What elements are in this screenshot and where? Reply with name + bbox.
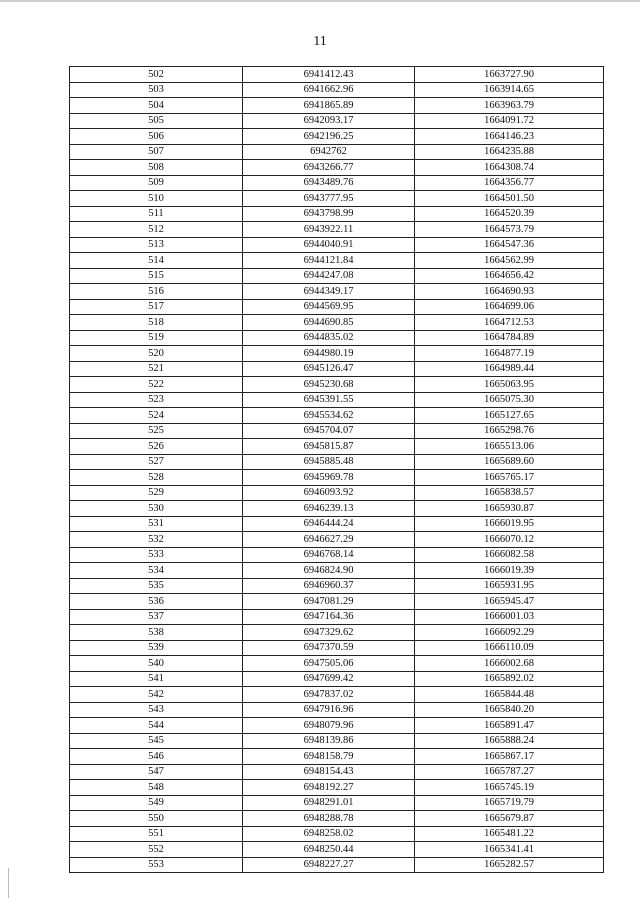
point-number-cell: 510 [70, 191, 243, 207]
x-coordinate-cell: 6941865.89 [243, 98, 415, 114]
table-row [70, 423, 604, 439]
y-coordinate-cell: 1665838.57 [415, 485, 604, 501]
top-edge-rule [0, 0, 640, 2]
x-coordinate-cell: 6943489.76 [243, 175, 415, 191]
table-row [70, 67, 604, 83]
table-row [70, 206, 604, 222]
x-coordinate-cell: 6945534.62 [243, 408, 415, 424]
x-coordinate-cell: 6947164.36 [243, 609, 415, 625]
table-row [70, 764, 604, 780]
x-coordinate-cell: 6947329.62 [243, 625, 415, 641]
table-row [70, 857, 604, 873]
table-row [70, 811, 604, 827]
x-coordinate-cell: 6945885.48 [243, 454, 415, 470]
x-coordinate-cell: 6946824.90 [243, 563, 415, 579]
table-row [70, 795, 604, 811]
x-coordinate-cell: 6948291.01 [243, 795, 415, 811]
table-row [70, 687, 604, 703]
point-number-cell: 504 [70, 98, 243, 114]
point-number-cell: 502 [70, 67, 243, 83]
table-row [70, 129, 604, 145]
x-coordinate-cell: 6943922.11 [243, 222, 415, 238]
point-number-cell: 538 [70, 625, 243, 641]
y-coordinate-cell: 1664520.39 [415, 206, 604, 222]
y-coordinate-cell: 1664989.44 [415, 361, 604, 377]
point-number-cell: 512 [70, 222, 243, 238]
point-number-cell: 540 [70, 656, 243, 672]
y-coordinate-cell: 1665679.87 [415, 811, 604, 827]
y-coordinate-cell: 1664712.53 [415, 315, 604, 331]
x-coordinate-cell: 6945126.47 [243, 361, 415, 377]
table-row [70, 826, 604, 842]
y-coordinate-cell: 1664146.23 [415, 129, 604, 145]
table-row [70, 702, 604, 718]
y-coordinate-cell: 1665892.02 [415, 671, 604, 687]
y-coordinate-cell: 1665075.30 [415, 392, 604, 408]
y-coordinate-cell: 1665931.95 [415, 578, 604, 594]
table-row [70, 594, 604, 610]
coordinates-table-body [70, 67, 604, 873]
x-coordinate-cell: 6944121.84 [243, 253, 415, 269]
point-number-cell: 520 [70, 346, 243, 362]
x-coordinate-cell: 6944040.91 [243, 237, 415, 253]
coordinates-table [69, 66, 604, 873]
x-coordinate-cell: 6944247.08 [243, 268, 415, 284]
point-number-cell: 513 [70, 237, 243, 253]
point-number-cell: 522 [70, 377, 243, 393]
y-coordinate-cell: 1665127.65 [415, 408, 604, 424]
point-number-cell: 533 [70, 547, 243, 563]
y-coordinate-cell: 1665513.06 [415, 439, 604, 455]
y-coordinate-cell: 1666070.12 [415, 532, 604, 548]
y-coordinate-cell: 1665840.20 [415, 702, 604, 718]
table-row [70, 284, 604, 300]
point-number-cell: 528 [70, 470, 243, 486]
table-row [70, 842, 604, 858]
y-coordinate-cell: 1664235.88 [415, 144, 604, 160]
x-coordinate-cell: 6943266.77 [243, 160, 415, 176]
point-number-cell: 518 [70, 315, 243, 331]
y-coordinate-cell: 1664091.72 [415, 113, 604, 129]
x-coordinate-cell: 6947505.06 [243, 656, 415, 672]
table-row [70, 578, 604, 594]
y-coordinate-cell: 1665298.76 [415, 423, 604, 439]
x-coordinate-cell: 6941662.96 [243, 82, 415, 98]
table-row [70, 144, 604, 160]
table-row [70, 330, 604, 346]
x-coordinate-cell: 6946768.14 [243, 547, 415, 563]
table-row [70, 749, 604, 765]
point-number-cell: 517 [70, 299, 243, 315]
x-coordinate-cell: 6945391.55 [243, 392, 415, 408]
x-coordinate-cell: 6943798.99 [243, 206, 415, 222]
point-number-cell: 525 [70, 423, 243, 439]
table-row [70, 346, 604, 362]
x-coordinate-cell: 6947837.02 [243, 687, 415, 703]
table-row [70, 532, 604, 548]
table-row [70, 113, 604, 129]
table-row [70, 98, 604, 114]
x-coordinate-cell: 6944349.17 [243, 284, 415, 300]
table-row [70, 160, 604, 176]
point-number-cell: 527 [70, 454, 243, 470]
x-coordinate-cell: 6947081.29 [243, 594, 415, 610]
point-number-cell: 537 [70, 609, 243, 625]
x-coordinate-cell: 6945704.07 [243, 423, 415, 439]
x-coordinate-cell: 6946960.37 [243, 578, 415, 594]
table-row [70, 547, 604, 563]
x-coordinate-cell: 6946239.13 [243, 501, 415, 517]
y-coordinate-cell: 1666001.03 [415, 609, 604, 625]
x-coordinate-cell: 6942762 [243, 144, 415, 160]
x-coordinate-cell: 6947916.96 [243, 702, 415, 718]
table-row [70, 408, 604, 424]
x-coordinate-cell: 6944835.02 [243, 330, 415, 346]
y-coordinate-cell: 1664308.74 [415, 160, 604, 176]
table-row [70, 454, 604, 470]
point-number-cell: 526 [70, 439, 243, 455]
point-number-cell: 543 [70, 702, 243, 718]
table-row [70, 299, 604, 315]
point-number-cell: 519 [70, 330, 243, 346]
y-coordinate-cell: 1664356.77 [415, 175, 604, 191]
y-coordinate-cell: 1666082.58 [415, 547, 604, 563]
x-coordinate-cell: 6947699.42 [243, 671, 415, 687]
y-coordinate-cell: 1663914.65 [415, 82, 604, 98]
y-coordinate-cell: 1665745.19 [415, 780, 604, 796]
x-coordinate-cell: 6948250.44 [243, 842, 415, 858]
table-row [70, 191, 604, 207]
y-coordinate-cell: 1666019.39 [415, 563, 604, 579]
y-coordinate-cell: 1666002.68 [415, 656, 604, 672]
point-number-cell: 536 [70, 594, 243, 610]
point-number-cell: 544 [70, 718, 243, 734]
y-coordinate-cell: 1665867.17 [415, 749, 604, 765]
x-coordinate-cell: 6942196.25 [243, 129, 415, 145]
y-coordinate-cell: 1664690.93 [415, 284, 604, 300]
x-coordinate-cell: 6945969.78 [243, 470, 415, 486]
x-coordinate-cell: 6948227.27 [243, 857, 415, 873]
table-row [70, 625, 604, 641]
table-row [70, 392, 604, 408]
point-number-cell: 506 [70, 129, 243, 145]
x-coordinate-cell: 6944690.85 [243, 315, 415, 331]
table-row [70, 82, 604, 98]
point-number-cell: 530 [70, 501, 243, 517]
point-number-cell: 550 [70, 811, 243, 827]
x-coordinate-cell: 6943777.95 [243, 191, 415, 207]
x-coordinate-cell: 6948154.43 [243, 764, 415, 780]
point-number-cell: 534 [70, 563, 243, 579]
table-row [70, 253, 604, 269]
point-number-cell: 507 [70, 144, 243, 160]
x-coordinate-cell: 6948158.79 [243, 749, 415, 765]
y-coordinate-cell: 1664562.99 [415, 253, 604, 269]
x-coordinate-cell: 6946444.24 [243, 516, 415, 532]
y-coordinate-cell: 1665765.17 [415, 470, 604, 486]
point-number-cell: 529 [70, 485, 243, 501]
point-number-cell: 548 [70, 780, 243, 796]
y-coordinate-cell: 1664501.50 [415, 191, 604, 207]
y-coordinate-cell: 1665891.47 [415, 718, 604, 734]
table-row [70, 222, 604, 238]
x-coordinate-cell: 6941412.43 [243, 67, 415, 83]
y-coordinate-cell: 1665787.27 [415, 764, 604, 780]
page-number: 11 [313, 34, 327, 49]
table-row [70, 718, 604, 734]
scan-margin-mark [8, 868, 9, 898]
point-number-cell: 541 [70, 671, 243, 687]
point-number-cell: 551 [70, 826, 243, 842]
y-coordinate-cell: 1665930.87 [415, 501, 604, 517]
point-number-cell: 553 [70, 857, 243, 873]
table-row [70, 175, 604, 191]
x-coordinate-cell: 6948139.86 [243, 733, 415, 749]
y-coordinate-cell: 1664784.89 [415, 330, 604, 346]
y-coordinate-cell: 1665719.79 [415, 795, 604, 811]
table-row [70, 361, 604, 377]
y-coordinate-cell: 1664547.36 [415, 237, 604, 253]
x-coordinate-cell: 6944569.95 [243, 299, 415, 315]
point-number-cell: 546 [70, 749, 243, 765]
x-coordinate-cell: 6947370.59 [243, 640, 415, 656]
table-row [70, 516, 604, 532]
table-row [70, 733, 604, 749]
x-coordinate-cell: 6945815.87 [243, 439, 415, 455]
y-coordinate-cell: 1666019.95 [415, 516, 604, 532]
table-row [70, 237, 604, 253]
y-coordinate-cell: 1664656.42 [415, 268, 604, 284]
point-number-cell: 515 [70, 268, 243, 284]
y-coordinate-cell: 1665481.22 [415, 826, 604, 842]
y-coordinate-cell: 1665063.95 [415, 377, 604, 393]
point-number-cell: 539 [70, 640, 243, 656]
x-coordinate-cell: 6946093.92 [243, 485, 415, 501]
y-coordinate-cell: 1665844.48 [415, 687, 604, 703]
y-coordinate-cell: 1665282.57 [415, 857, 604, 873]
y-coordinate-cell: 1666092.29 [415, 625, 604, 641]
point-number-cell: 532 [70, 532, 243, 548]
point-number-cell: 509 [70, 175, 243, 191]
table-row [70, 377, 604, 393]
table-row [70, 470, 604, 486]
point-number-cell: 523 [70, 392, 243, 408]
x-coordinate-cell: 6946627.29 [243, 532, 415, 548]
table-row [70, 656, 604, 672]
point-number-cell: 535 [70, 578, 243, 594]
table-row [70, 563, 604, 579]
y-coordinate-cell: 1665945.47 [415, 594, 604, 610]
point-number-cell: 508 [70, 160, 243, 176]
point-number-cell: 524 [70, 408, 243, 424]
y-coordinate-cell: 1665689.60 [415, 454, 604, 470]
point-number-cell: 511 [70, 206, 243, 222]
x-coordinate-cell: 6948288.78 [243, 811, 415, 827]
point-number-cell: 531 [70, 516, 243, 532]
table-row [70, 439, 604, 455]
y-coordinate-cell: 1664877.19 [415, 346, 604, 362]
point-number-cell: 545 [70, 733, 243, 749]
x-coordinate-cell: 6948258.02 [243, 826, 415, 842]
x-coordinate-cell: 6944980.19 [243, 346, 415, 362]
y-coordinate-cell: 1665888.24 [415, 733, 604, 749]
point-number-cell: 505 [70, 113, 243, 129]
y-coordinate-cell: 1665341.41 [415, 842, 604, 858]
table-row [70, 315, 604, 331]
table-row [70, 780, 604, 796]
point-number-cell: 549 [70, 795, 243, 811]
point-number-cell: 514 [70, 253, 243, 269]
table-row [70, 640, 604, 656]
x-coordinate-cell: 6945230.68 [243, 377, 415, 393]
point-number-cell: 547 [70, 764, 243, 780]
y-coordinate-cell: 1664573.79 [415, 222, 604, 238]
point-number-cell: 552 [70, 842, 243, 858]
table-row [70, 268, 604, 284]
x-coordinate-cell: 6948079.96 [243, 718, 415, 734]
y-coordinate-cell: 1666110.09 [415, 640, 604, 656]
point-number-cell: 542 [70, 687, 243, 703]
y-coordinate-cell: 1664699.06 [415, 299, 604, 315]
table-row [70, 485, 604, 501]
point-number-cell: 503 [70, 82, 243, 98]
table-row [70, 671, 604, 687]
y-coordinate-cell: 1663963.79 [415, 98, 604, 114]
point-number-cell: 521 [70, 361, 243, 377]
y-coordinate-cell: 1663727.90 [415, 67, 604, 83]
x-coordinate-cell: 6948192.27 [243, 780, 415, 796]
point-number-cell: 516 [70, 284, 243, 300]
table-row [70, 501, 604, 517]
table-row [70, 609, 604, 625]
x-coordinate-cell: 6942093.17 [243, 113, 415, 129]
